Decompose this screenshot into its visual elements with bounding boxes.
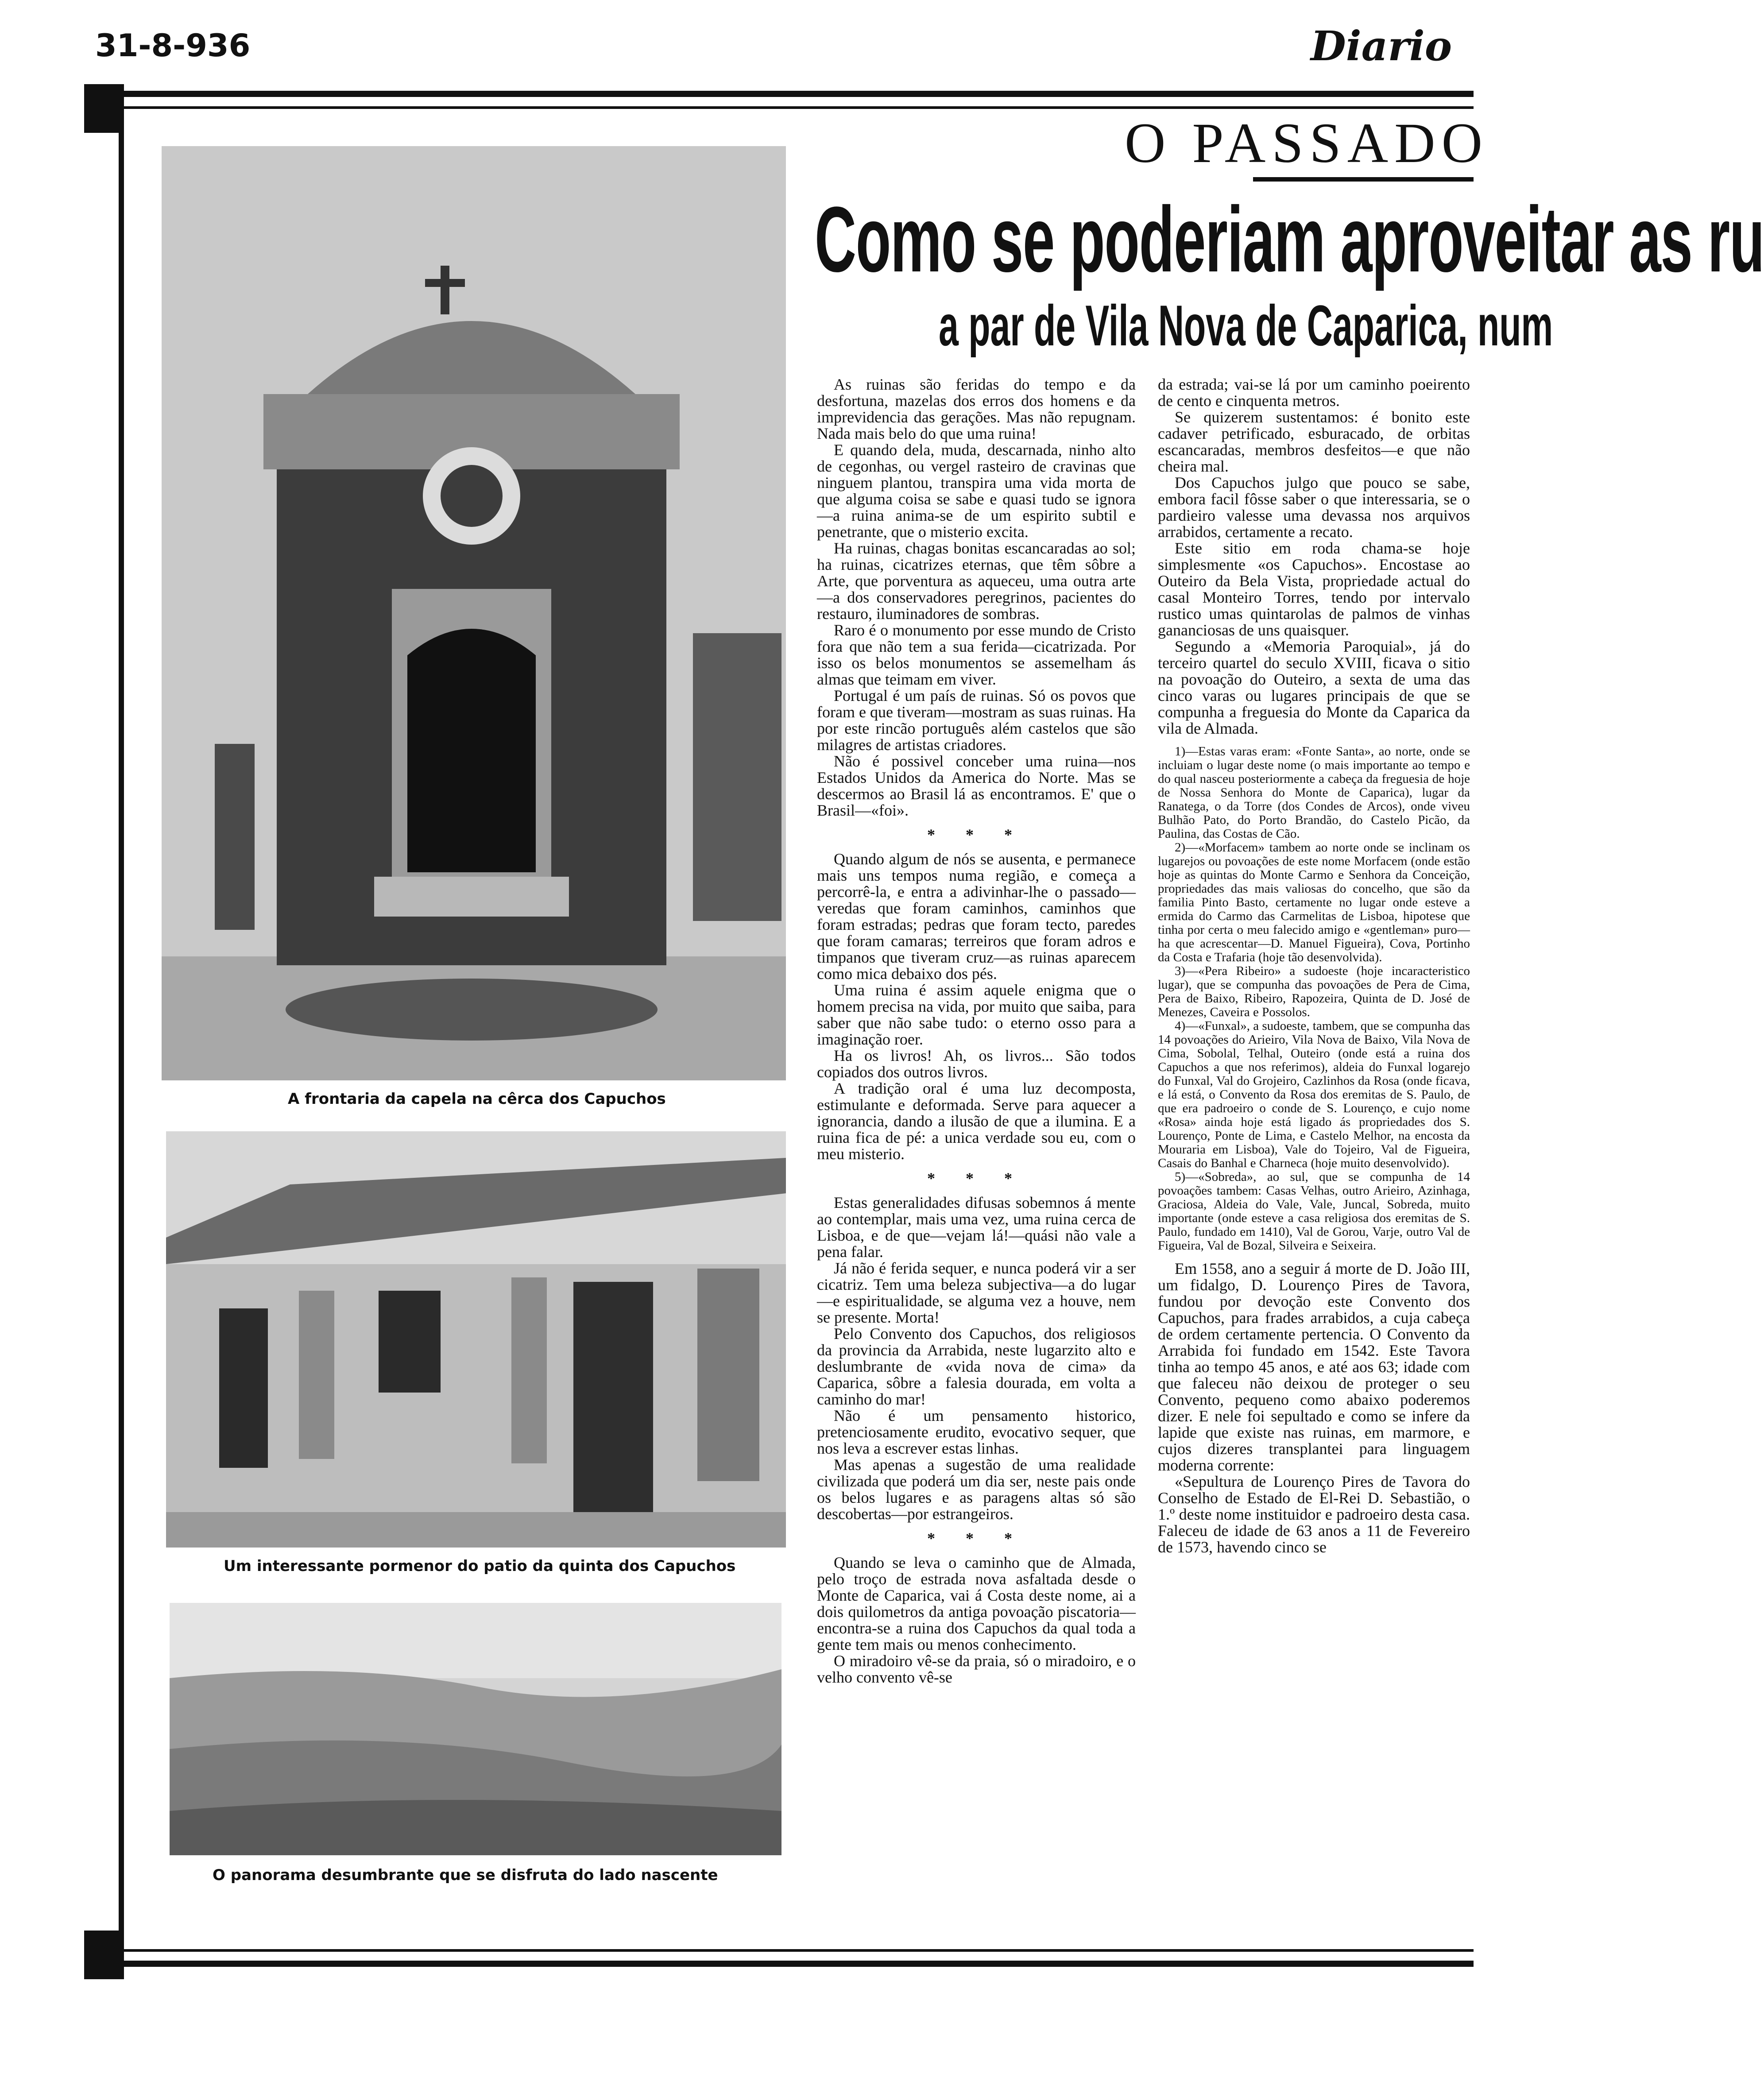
paragraph: Portugal é um país de ruinas. Só os povos que foram e que tiveram—mostram as suas ruinas. Ha por este rincão português além castelos que são milagres de artistas criadores.	[817, 687, 1136, 754]
section-divider: * * *	[927, 1169, 1025, 1187]
subheadline: a par de Vila Nova de Caparica, num	[939, 293, 1553, 358]
paragraph: Este sitio em roda chama-se hoje simplesmente «os Capuchos». Encostase ao Outeiro da Bela Vista, propriedade actual do casal Monteiro Torres, tendo por intervalo rustico umas quintarolas de palmos de vinhas gananciosas de uns quaisquer.	[1158, 539, 1470, 639]
paragraph: «Sepultura de Lourenço Pires de Tavora do Conselho de Estado de El-Rei D. Sebastião, o 1.º deste nome instituidor e padroeiro desta casa. Faleceu de idade de 63 anos a 11 de Fevereiro de 1573, havendo cinco se	[1158, 1473, 1470, 1556]
paragraph: A tradição oral é uma luz decomposta, estimulante e deformada. Serve para aquecer a ignorancia, dando a ilusão de que a ilumina. E a ruina fica de pé: a unica verdade sou eu, com o meu misterio.	[817, 1079, 1136, 1163]
paragraph: Em 1558, ano a seguir á morte de D. João III, um fidalgo, D. Lourenço Pires de Tavora, fundou por devoção este Convento dos Capuchos, para frades arrabidos, a cuja cabeça de ordem certamente pertencia. O Convento da Arrabida foi fundado em 1542. Este Tavora tinha ao tempo 45 anos, e até aos 63; idade com que faleceu não deixou de proteger o seu Convento, pequeno como abaixo poderemos dizer. E nele foi sepultado e como se infere da lapide que existe nas ruinas, em marmore, e cujos dizeres transplantei para linguagem moderna corrente:	[1158, 1260, 1470, 1474]
paragraph: Se quizerem sustentamos: é bonito este cadaver petrificado, esburacado, de orbitas escancaradas, membros desfeitos—e que não cheira mal.	[1158, 408, 1470, 475]
paragraph: Pelo Convento dos Capuchos, dos religiosos da provincia da Arrabida, neste lugarzito alto e deslumbrante de «vida nova de cima» da Caparica, sôbre a falesia dourada, em volta a caminho do mar!	[817, 1325, 1136, 1408]
photo-caption-3: O panorama desumbrante que se disfruta do lado nascente	[213, 1866, 718, 1884]
left-margin-line	[119, 84, 124, 1970]
article-column-1	[817, 376, 1136, 1935]
paragraph: Já não é ferida sequer, e nunca poderá vir a ser cicatriz. Tem uma beleza subjectiva—a do lugar—e espiritualidade, se alguma vez a houve, nem se presente. Morta!	[817, 1259, 1136, 1326]
paragraph: O miradoiro vê-se da praia, só o miradoiro, e o velho convento vê-se	[817, 1652, 1136, 1686]
paragraph: Não é um pensamento historico, pretenciosamente erudito, evocativo sequer, que nos leva a escrever estas linhas.	[817, 1407, 1136, 1457]
paragraph: Segundo a «Memoria Paroquial», já do terceiro quartel do seculo XVIII, ficava o sitio na povoação do Outeiro, a sexta de uma das cinco varas ou lugares principais de que se compunha a freguesia do Monte da Caparica da vila de Almada.	[1158, 638, 1470, 737]
chapel-facade-drawing	[162, 146, 786, 1080]
left-margin-bar-bottom	[84, 1931, 124, 1979]
bottom-rule-thin	[124, 1949, 1474, 1952]
paragraph: Ha ruinas, chagas bonitas escancaradas ao sol; ha ruinas, cicatrizes eternas, que têm sôbre a Arte, que porventura as aqueceu, uma outra arte—a dos conservadores peregrinos, pacientes do restauro, iluminadores de sombras.	[817, 539, 1136, 623]
paragraph: Quando se leva o caminho que de Almada, pelo troço de estrada nova asfaltada desde o Monte de Caparica, vai á Costa deste nome, ai a dois quilometros da antiga povoação piscatoria—encontra-se a ruina dos Capuchos da qual toda a gente tem mais ou menos conhecimento.	[817, 1554, 1136, 1653]
footnote-item: 2)—«Morfacem» tambem ao norte onde se inclinam os lugarejos ou povoações de este nome Morfacem (onde estão hoje as quintas do Monte Carmo e Senhora da Conceição, propriedades das mais valiosas do concelho, que são da familia Pinto Basto, certamente no lugar onde esteve a ermida do Carmo das Carmelitas de Lisboa, hipotese que tinha por certa o meu falecido amigo e «gentleman» puro—ha que acrescentar—D. Manuel Figueira), Cova, Portinho da Costa e Trafaria (hoje tão desenvolvida).	[1158, 840, 1470, 964]
paragraph: Não é possivel conceber uma ruina—nos Estados Unidos da America do Norte. Mas se descermos ao Brasil lá as encontramos. E' que o Brasil—«foi».	[817, 752, 1136, 819]
section-divider: * * *	[927, 1529, 1025, 1547]
paragraph: Raro é o monumento por esse mundo de Cristo fora que não tem a sua ferida—cicatrizada. Por isso os belos monumentos se assemelham ás almas que teimam em viver.	[817, 621, 1136, 688]
paragraph: Quando algum de nós se ausenta, e permanece mais uns tempos numa região, e começa a percorrê-la, e entra a adivinhar-lhe o passado—veredas que foram caminhos, caminhos que foram estradas; pedras que foram tecto, paredes que foram camaras; terreiros que foram adros e timpanos que tiveram cruz—as ruinas aparecem como mica debaixo dos pés.	[817, 850, 1136, 983]
section-divider: * * *	[927, 826, 1025, 843]
bottom-rule-thick	[84, 1961, 1474, 1967]
panorama-photo	[170, 1603, 781, 1855]
masthead: Diario	[1311, 22, 1452, 70]
issue-date: 31-8-936	[95, 27, 251, 64]
top-rule-thin	[124, 106, 1474, 109]
courtyard-drawing	[166, 1131, 786, 1548]
section-rule	[1253, 177, 1474, 182]
headline: Como se poderiam aproveitar as ru	[815, 187, 1764, 291]
paragraph: Dos Capuchos julgo que pouco se sabe, embora facil fôsse saber o que interessaria, se o pardieiro valesse uma devassa nos arquivos arrabidos, certamente a recato.	[1158, 474, 1470, 541]
photo-caption-1: A frontaria da capela na cêrca dos Capuchos	[288, 1090, 666, 1108]
paragraph: As ruinas são feridas do tempo e da desfortuna, mazelas dos erros dos homens e da imprevidencia das gerações. Mas não repugnam. Nada mais belo do que uma ruina!	[817, 375, 1136, 442]
paragraph: E quando dela, muda, descarnada, ninho alto de cegonhas, ou vergel rasteiro de cravinas que ninguem plantou, transpira uma vida morta de que alguma coisa se sabe e quasi tudo se ignora—a ruina anima-se de um espirito subtil e penetrante, que o misterio excita.	[817, 441, 1136, 541]
paragraph: da estrada; vai-se lá por um caminho poeirento de cento e cinquenta metros.	[1158, 375, 1470, 410]
paragraph: Estas generalidades difusas sobemnos á mente ao contemplar, mais uma vez, uma ruina cerca de Lisboa, e de que—vejam lá!—quási não vale a pena falar.	[817, 1194, 1136, 1261]
photo-caption-2: Um interessante pormenor do patio da quinta dos Capuchos	[224, 1557, 736, 1575]
panorama-drawing	[170, 1603, 781, 1855]
footnote-list	[1158, 745, 1470, 1253]
footnote-item: 4)—«Funxal», a sudoeste, tambem, que se compunha das 14 povoações do Arieiro, Vila Nova de Baixo, Vila Nova de Cima, Sobolal, Telhal, Outeiro (onde está a ruina dos Capuchos a que nos referimos), aldeia do Funxal logarejo do Funxal, Val do Grojeiro, Cazlinhos da Rosa (onde ficava, e lá está, o Convento da Rosa dos eremitas de S. Paulo, de que era padroeiro o conde de S. Lourenço, e cujo nome «Rosa» ainda hoje está ligado ás propriedades dos S. Lourenço, Ponte de Lima, e Castelo Melhor, na encosta da Mouraria em Lisboa), Vale do Tojeiro, Val de Figueira, Casais do Banhal e Charneca (hoje muito desenvolvido).	[1158, 1019, 1470, 1170]
top-rule-thick	[84, 91, 1474, 97]
footnote-item: 1)—Estas varas eram: «Fonte Santa», ao norte, onde se incluiam o lugar deste nome (o mais importante ao tempo e do qual nasceu posteriormente a cabeça da freguesia de hoje de Nossa Senhora do Monte de Caparica), lugar da Ranatega, o da Torre (dos Condes de Arcos), onde viveu Bulhão Pato, do Porto Brandão, do Castelo Picão, da Paulina, das Costas de Cão.	[1158, 744, 1470, 841]
article-column-2	[1158, 376, 1470, 1935]
chapel-facade-photo	[162, 146, 786, 1080]
footnote-item: 5)—«Sobreda», ao sul, que se compunha de 14 povoações tambem: Casas Velhas, outro Arieiro, Azinhaga, Graciosa, Aldeia do Vale, Vale, Juncal, Sobreda, muito importante (onde esteve a casa religiosa dos eremitas de S. Paulo, fundado em 1410), Val de Gorou, Varje, outro Val de Figueira, Val de Bozal, Silveira e Seixeira.	[1158, 1170, 1470, 1253]
section-title: O PASSADO	[1125, 112, 1489, 174]
paragraph: Uma ruina é assim aquele enigma que o homem precisa na vida, por muito que saiba, para saber que não sabe tudo: o eterno osso para a imaginação roer.	[817, 981, 1136, 1048]
footnote-item: 3)—«Pera Ribeiro» a sudoeste (hoje incaracteristico lugar), que se compunha das povoações de Pera de Cima, Pera de Baixo, Ribeiro, Rapozeira, Quinta de D. José de Menezes, Caveira e Possolos.	[1158, 964, 1470, 1019]
courtyard-detail-photo	[166, 1131, 786, 1548]
paragraph: Ha os livros! Ah, os livros... São todos copiados dos outros livros.	[817, 1047, 1136, 1081]
paragraph: Mas apenas a sugestão de uma realidade civilizada que poderá um dia ser, neste pais onde os belos lugares e as paragens altas só são descobertas—por estrangeiros.	[817, 1456, 1136, 1523]
